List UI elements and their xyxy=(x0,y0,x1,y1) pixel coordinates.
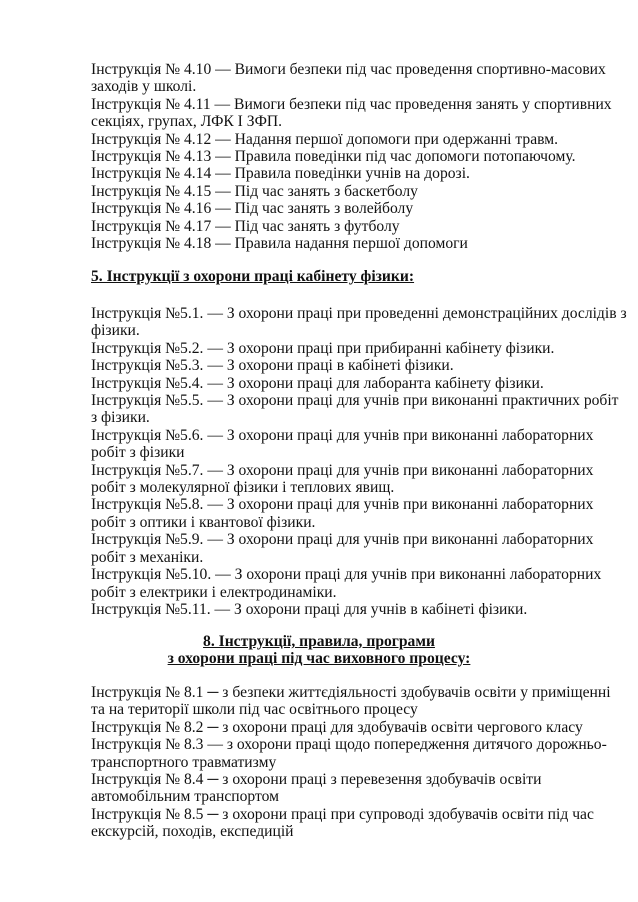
section8-heading-line1: 8. Інструкції, правила, програми xyxy=(203,633,435,650)
list-line: заходів у школі. xyxy=(91,78,197,96)
list-line: Інструкція №5.9. — З охорони праці для учнів при виконанні лабораторних xyxy=(91,531,594,549)
list-line: Інструкція № 4.11 — Вимоги безпеки під час проведення занять у спортивних xyxy=(91,95,612,113)
list-line: Інструкція №5.3. — З охорони праці в кабінеті фізики. xyxy=(91,357,454,375)
list-line: Інструкція № 4.18 — Правила надання першої допомоги xyxy=(91,235,468,253)
list-line: Інструкція № 8.5 ─ з охорони праці при супроводі здобувачів освіти під час xyxy=(91,805,594,823)
list-line: Інструкція №5.5. — З охорони праці для учнів при виконанні практичних робіт xyxy=(91,392,619,410)
list-line: Інструкція №5.7. — З охорони праці для учнів при виконанні лабораторних xyxy=(91,461,594,479)
list-line: Інструкція №5.6. — З охорони праці для учнів при виконанні лабораторних xyxy=(91,426,594,444)
list-line: транспортного травматизму xyxy=(91,753,277,771)
list-line: Інструкція №5.10. — З охорони праці для учнів при виконанні лабораторних xyxy=(91,566,602,584)
section5-heading: 5. Інструкції з охорони праці кабінету фізики: xyxy=(91,268,415,285)
list-line: Інструкція № 8.3 — з охорони праці щодо попередження дитячого дорожньо- xyxy=(91,736,607,754)
list-line: Інструкція № 4.14 — Правила поведінки учнів на дорозі. xyxy=(91,165,470,183)
list-line: Інструкція № 8.2 ─ з охорони праці для здобувачів освіти чергового класу xyxy=(91,718,583,736)
section8-list xyxy=(91,684,611,841)
list-line: Інструкція №5.1. — З охорони праці при проведенні демонстраційних дослідів з xyxy=(91,305,627,322)
list-line: Інструкція № 8.4 ─ з охорони праці з перевезення здобувачів освіти xyxy=(91,771,542,789)
list-line: Інструкція №5.4. — З охорони праці для лаборанта кабінету фізики. xyxy=(91,374,544,392)
list-line: робіт з електрики і електродинаміки. xyxy=(91,583,337,601)
list-line: Інструкція № 4.15 — Під час занять з баскетболу xyxy=(91,182,418,200)
section8-heading-line2: з охорони праці під час виховного процесу: xyxy=(167,650,471,668)
list-line: фізики. xyxy=(91,322,140,340)
section4-list xyxy=(91,61,611,252)
list-line: робіт з молекулярної фізики і теплових явищ. xyxy=(91,479,395,497)
section5-list xyxy=(91,305,627,618)
list-line: секціях, групах, ЛФК І ЗФП. xyxy=(91,113,283,131)
list-line: Інструкція № 4.16 — Під час занять з волейболу xyxy=(91,200,414,218)
list-line: робіт з механіки. xyxy=(91,548,204,566)
list-line: Інструкція № 8.1 ─ з безпеки життєдіяльності здобувачів освіти у приміщенні xyxy=(91,684,611,701)
list-line: Інструкція № 4.17 — Під час занять з футболу xyxy=(91,217,400,235)
list-line: Інструкція № 4.10 — Вимоги безпеки під час проведення спортивно-масових xyxy=(91,61,606,78)
list-line: робіт з фізики xyxy=(91,444,185,462)
list-line: з фізики. xyxy=(91,409,150,427)
section8-heading xyxy=(0,633,638,668)
list-line: автомобільним транспортом xyxy=(91,788,279,806)
list-line: та на території школи під час освітнього процесу xyxy=(91,701,418,719)
list-line: екскурсій, походів, експедицій xyxy=(91,823,294,841)
list-line: Інструкція № 4.13 — Правила поведінки під час допомоги потопаючому. xyxy=(91,148,576,166)
list-line: робіт з оптики і квантової фізики. xyxy=(91,513,316,531)
list-line: Інструкція № 4.12 — Надання першої допомоги при одержанні травм. xyxy=(91,130,558,148)
list-line: Інструкція №5.11. — З охорони праці для учнів в кабінеті фізики. xyxy=(91,600,528,618)
list-line: Інструкція №5.8. — З охорони праці для учнів при виконанні лабораторних xyxy=(91,496,594,514)
list-line: Інструкція №5.2. — З охорони праці при прибиранні кабінету фізики. xyxy=(91,339,555,357)
